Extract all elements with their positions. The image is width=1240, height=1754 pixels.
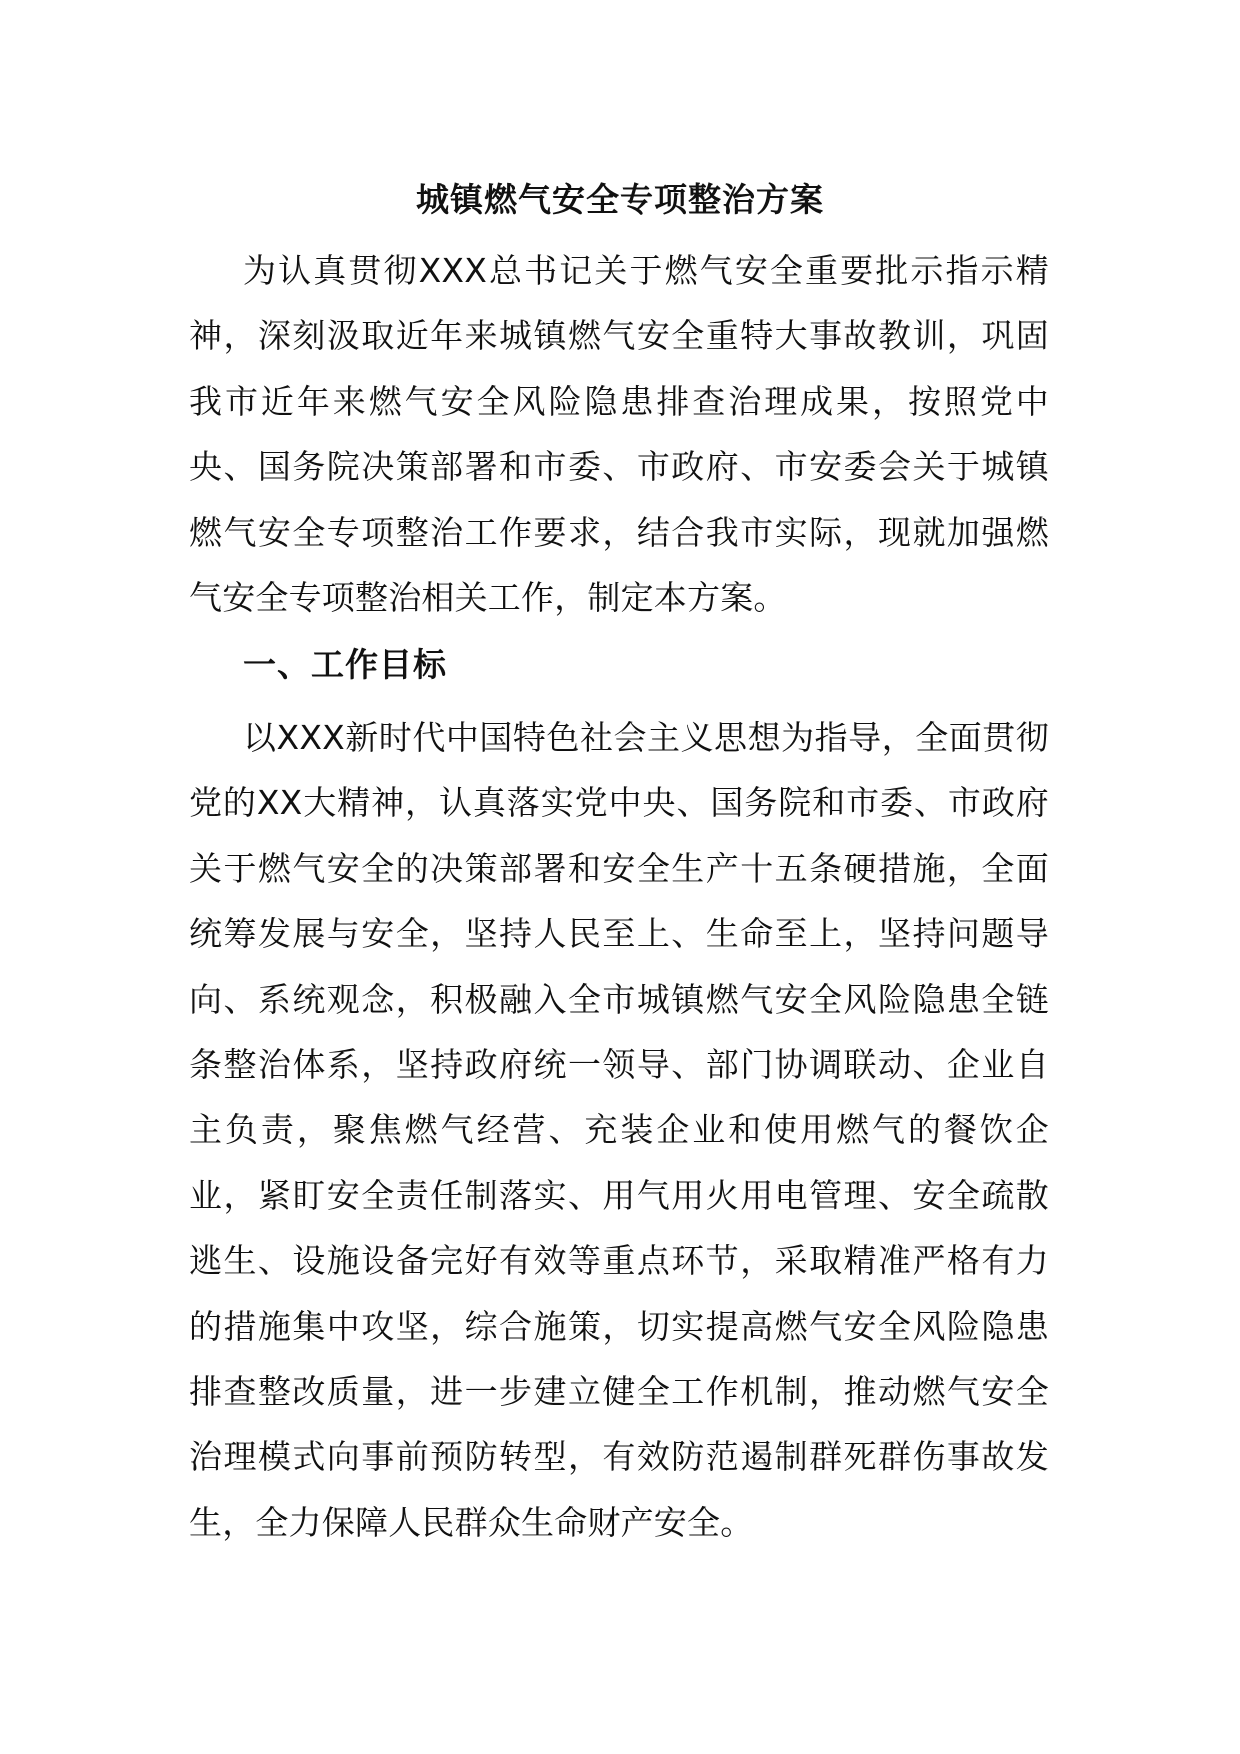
section-body-paragraph: 以XXX新时代中国特色社会主义思想为指导，全面贯彻党的XX大精神，认真落实党中央、国务院和市委、市政府关于燃气安全的决策部署和安全生产十五条硬措施，全面统筹发展与安全，坚持人民至上、生命至上，坚持问题导向、系统观念，积极融入全市城镇燃气安全风险隐患全链条整治体系，坚持政府统一领导、部门协调联动、企业自主负责，聚焦燃气经营、充装企业和使用燃气的餐饮企业，紧盯安全责任制落实、用气用火用电管理、安全疏散逃生、设施设备完好有效等重点环节，采取精准严格有力的措施集中攻坚，综合施策，切实提高燃气安全风险隐患排查整改质量，进一步建立健全工作机制，推动燃气安全治理模式向事前预防转型，有效防范遏制群死群伤事故发生，全力保障人民群众生命财产安全。 <box>189 718 1049 1542</box>
document-title: 城镇燃气安全专项整治方案 <box>416 180 824 219</box>
section-heading: 一、工作目标 <box>243 645 447 684</box>
intro-paragraph: 为认真贯彻XXX总书记关于燃气安全重要批示指示精神，深刻汲取近年来城镇燃气安全重特大事故教训，巩固我市近年来燃气安全风险隐患排查治理成果，按照党中央、国务院决策部署和市委、市政府、市安委会关于城镇燃气安全专项整治工作要求，结合我市实际，现就加强燃气安全专项整治相关工作，制定本方案。 <box>189 251 1049 618</box>
